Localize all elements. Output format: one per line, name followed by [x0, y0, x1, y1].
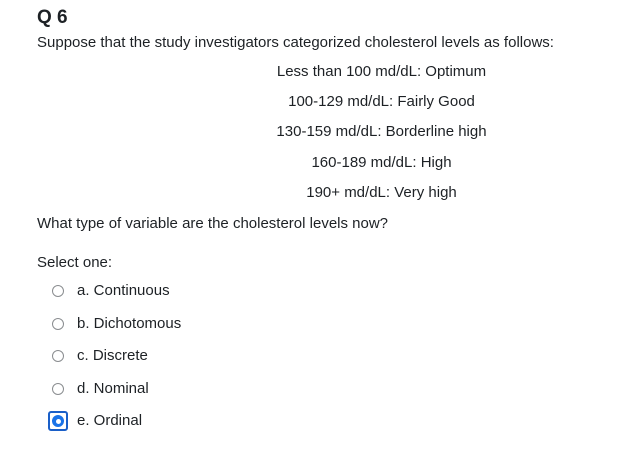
cholesterol-levels-list — [0, 63, 637, 214]
radio-button-e[interactable] — [52, 415, 64, 427]
radio-wrapper — [48, 379, 68, 399]
radio-button-d[interactable] — [52, 383, 64, 395]
level-item: Less than 100 md/dL: Optimum — [276, 63, 487, 80]
question-prompt: What type of variable are the cholesterol levels now? — [37, 215, 389, 232]
radio-wrapper — [48, 346, 68, 366]
option-label[interactable]: a. Continuous — [77, 282, 170, 300]
option-label[interactable]: c. Discrete — [77, 347, 148, 365]
option-label[interactable]: d. Nominal — [77, 379, 149, 397]
radio-wrapper — [48, 281, 68, 301]
level-item: 100-129 md/dL: Fairly Good — [288, 93, 475, 111]
option-label[interactable]: e. Ordinal — [77, 412, 143, 430]
level-item: 130-159 md/dL: Borderline high — [276, 123, 487, 141]
option-e-ordinal[interactable] — [50, 405, 181, 438]
answer-options — [50, 275, 181, 438]
level-item: 190+ md/dL: Very high — [306, 183, 457, 201]
radio-button-b[interactable] — [52, 318, 64, 330]
radio-wrapper — [48, 314, 68, 334]
option-d-nominal[interactable] — [50, 373, 181, 406]
option-label[interactable]: b. Dichotomous — [77, 314, 182, 332]
radio-wrapper — [48, 411, 68, 431]
radio-button-a[interactable] — [52, 285, 64, 297]
level-item: 160-189 md/dL: High — [311, 153, 452, 171]
option-c-discrete[interactable] — [50, 340, 181, 373]
option-b-dichotomous[interactable] — [50, 308, 181, 341]
question-title: Q 6 — [37, 7, 68, 28]
select-one-label: Select one: — [37, 254, 113, 271]
question-intro: Suppose that the study investigators categorized cholesterol levels as follows: — [37, 34, 554, 51]
radio-button-c[interactable] — [52, 350, 64, 362]
option-a-continuous[interactable] — [50, 275, 181, 308]
